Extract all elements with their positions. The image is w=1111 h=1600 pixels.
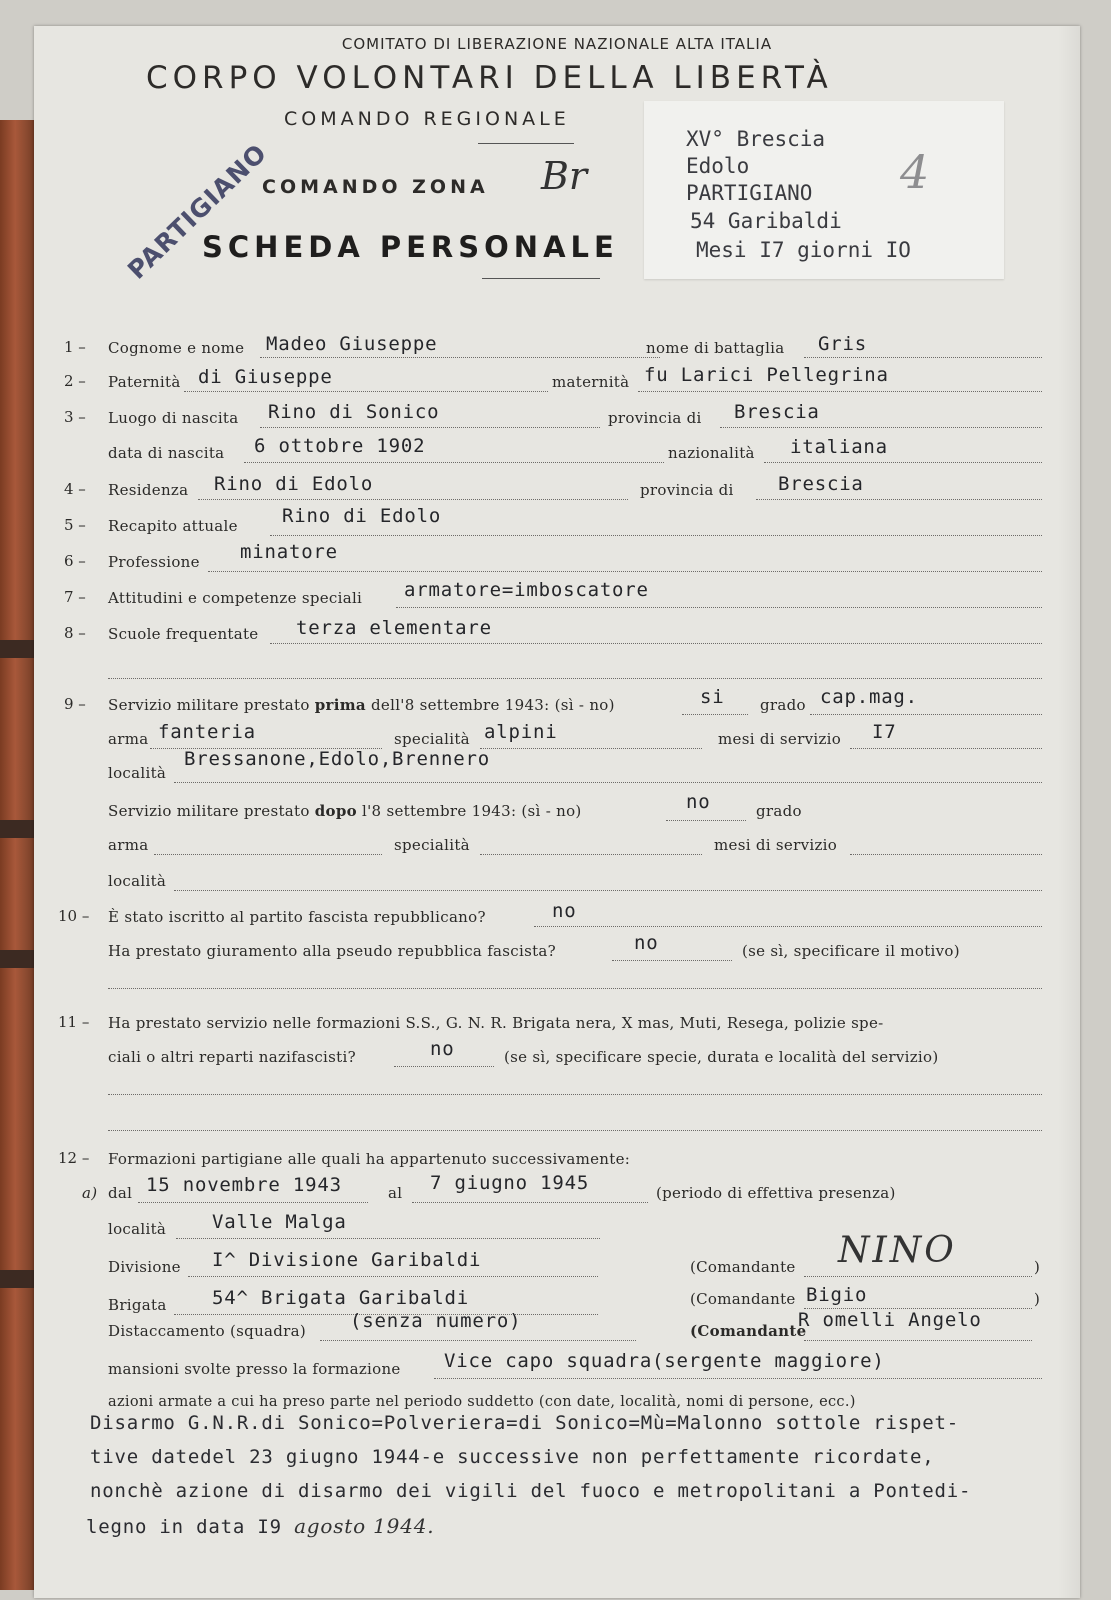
field-1-number: 1 – [64, 338, 86, 356]
service-after-value: no [686, 791, 711, 813]
division-line [188, 1276, 598, 1277]
nationality-value: italiana [790, 436, 888, 458]
birth-date-line [244, 462, 664, 463]
field-1-line [260, 357, 660, 358]
oath-question: Ha prestato giuramento alla pseudo repubblica fascista? [108, 942, 557, 960]
fascist-party-line [534, 926, 1042, 927]
field-3-label: Luogo di nascita [108, 409, 239, 427]
nazifascist-answer: no [430, 1038, 455, 1060]
brigade-label: Brigata [108, 1296, 167, 1314]
field-3-label-2: provincia di [608, 409, 702, 427]
armed-actions-label: azioni armate a cui ha preso parte nel periodo suddetto (con date, località, nomi di persone, ecc.) [108, 1394, 856, 1410]
service-before-bold: prima [314, 696, 366, 714]
field-10-number: 10 – [58, 907, 90, 925]
rank-label: grado [760, 696, 806, 714]
division-commander-value: NINO [838, 1230, 957, 1271]
service-before-label-a: Servizio militare prestato [108, 696, 310, 714]
service-locality-value: Bressanone,Edolo,Brennero [184, 748, 490, 770]
from-line [138, 1202, 368, 1203]
rank-line [810, 714, 1042, 715]
service-after-label-b: l'8 settembre 1943: (sì - no) [362, 802, 582, 820]
service-after-bold: dopo [314, 802, 357, 820]
field-6-number: 6 – [64, 552, 86, 570]
spine-band [0, 640, 38, 658]
brigade-commander-close: ) [1034, 1290, 1041, 1308]
service-before-value: si [700, 686, 725, 708]
binder-spine [0, 120, 38, 1590]
field-2-value: di Giuseppe [198, 366, 333, 388]
field-2-number: 2 – [64, 372, 86, 390]
field-3-line-2 [720, 427, 1042, 428]
to-line [412, 1202, 648, 1203]
partisan-formations-title: Formazioni partigiane alle quali ha appartenuto successivamente: [108, 1150, 631, 1168]
field-5-number: 5 – [64, 516, 86, 534]
field-9-number: 9 – [64, 695, 86, 713]
formation-a-marker: a) [82, 1184, 98, 1202]
spine-band [0, 1270, 38, 1288]
duties-line [434, 1378, 1042, 1379]
field-11-number: 11 – [58, 1013, 90, 1031]
field-12-number: 12 – [58, 1149, 90, 1167]
detachment-commander-value: R omelli Angelo [798, 1309, 982, 1331]
nazifascist-answer-line [394, 1066, 494, 1067]
field-5-line [270, 535, 1042, 536]
field-4-line-2 [756, 499, 1042, 500]
sticker-line-1: XV° Brescia [686, 127, 826, 151]
armed-actions-line-4 [86, 1514, 434, 1538]
nazifascist-question-line-2: ciali o altri reparti nazifascisti? [108, 1048, 356, 1066]
sticker-line-4: 54 Garibaldi [690, 209, 842, 233]
service-locality-line [174, 782, 1042, 783]
after-arm-label: arma [108, 836, 149, 854]
oath-line [612, 960, 732, 961]
birth-date-value: 6 ottobre 1902 [254, 435, 426, 457]
field-8-number: 8 – [64, 624, 86, 642]
arm-value: fanteria [158, 721, 256, 743]
field-4-line [198, 499, 628, 500]
field-4-label-2: provincia di [640, 481, 734, 499]
detachment-label: Distaccamento (squadra) [108, 1322, 307, 1340]
sticker-handwritten-mark: 4 [900, 145, 930, 199]
field-3-value-2: Brescia [734, 401, 820, 423]
sticker-line-3: PARTIGIANO [686, 181, 813, 205]
field-3-value: Rino di Sonico [268, 401, 440, 423]
field-6-value: minatore [240, 541, 338, 563]
from-value: 15 novembre 1943 [146, 1174, 342, 1196]
field-5-label: Recapito attuale [108, 517, 238, 535]
division-label: Divisione [108, 1258, 181, 1276]
field-6-line [208, 571, 1042, 572]
duties-value: Vice capo squadra(sergente maggiore) [444, 1350, 885, 1372]
detachment-value: (senza numero) [350, 1310, 522, 1332]
service-after-line [666, 820, 746, 821]
field-2-label-2: maternità [552, 373, 630, 391]
field-7-value: armatore=imboscatore [404, 579, 649, 601]
field-7-line [396, 607, 1042, 608]
service-before-label [108, 696, 615, 714]
nationality-line [764, 462, 1042, 463]
title-underline [482, 278, 600, 279]
from-label: dal [108, 1184, 133, 1202]
after-months-label: mesi di servizio [714, 836, 838, 854]
field-1-line-2 [804, 357, 1042, 358]
field-11-extra-line [108, 1094, 1042, 1095]
archive-label-sticker [644, 101, 1004, 279]
to-label: al [388, 1184, 403, 1202]
partigiano-stamp: PARTIGIANO [122, 138, 273, 285]
after-months-line [850, 854, 1042, 855]
service-months-label: mesi di servizio [718, 730, 842, 748]
field-6-label: Professione [108, 553, 200, 571]
spine-band [0, 820, 38, 838]
service-locality-label: località [108, 764, 167, 782]
brigade-commander-label: (Comandante [690, 1290, 796, 1308]
birth-date-label: data di nascita [108, 444, 225, 462]
nationality-label: nazionalità [668, 444, 755, 462]
duties-label: mansioni svolte presso la formazione [108, 1360, 401, 1378]
field-1-value: Madeo Giuseppe [266, 333, 438, 355]
field-8-value: terza elementare [296, 617, 492, 639]
service-after-label-a: Servizio militare prestato [108, 802, 310, 820]
service-before-line [682, 714, 748, 715]
formation-locality-label: località [108, 1220, 167, 1238]
spine-band [0, 950, 38, 968]
detachment-line [320, 1340, 636, 1341]
field-2-line-2 [638, 391, 1042, 392]
detachment-commander-label: (Comandante [690, 1322, 807, 1340]
field-3-number: 3 – [64, 408, 86, 426]
field-1-label-2: nome di battaglia [646, 339, 785, 357]
armed-actions-line-3: nonchè azione di disarmo dei vigili del fuoco e metropolitani a Pontedi- [90, 1480, 972, 1502]
nazifascist-question-line-1: Ha prestato servizio nelle formazioni S.S., G. N. R. Brigata nera, X mas, Muti, Resega, polizie spe- [108, 1014, 884, 1032]
armed-actions-line-4a: legno in data I9 [86, 1516, 282, 1538]
header-divider [478, 143, 574, 144]
armed-actions-line-2: tive datedel 23 giugno 1944-e successive non perfettamente ricordate, [90, 1446, 935, 1468]
field-10-extra-line [108, 988, 1042, 989]
field-4-value-2: Brescia [778, 473, 864, 495]
field-7-number: 7 – [64, 588, 86, 606]
detachment-commander-line [804, 1340, 1032, 1341]
service-before-label-b: dell'8 settembre 1943: (sì - no) [371, 696, 615, 714]
field-2-label: Paternità [108, 373, 181, 391]
specialty-line [480, 748, 702, 749]
rank-value: cap.mag. [820, 686, 918, 708]
division-value: I^ Divisione Garibaldi [212, 1249, 482, 1271]
nazifascist-note: (se sì, specificare specie, durata e località del servizio) [504, 1048, 939, 1066]
brigade-value: 54^ Brigata Garibaldi [212, 1287, 470, 1309]
after-specialty-line [480, 854, 702, 855]
sticker-line-2: Edolo [686, 154, 750, 178]
period-note: (periodo di effettiva presenza) [656, 1184, 896, 1202]
service-after-label [108, 802, 582, 820]
service-months-line [850, 748, 1042, 749]
after-specialty-label: specialità [394, 836, 470, 854]
specialty-label: specialità [394, 730, 470, 748]
field-1-value-2: Gris [818, 333, 867, 355]
field-4-label: Residenza [108, 481, 189, 499]
field-4-value: Rino di Edolo [214, 473, 374, 495]
form-sheet [34, 26, 1080, 1598]
division-commander-close: ) [1034, 1258, 1041, 1276]
to-value: 7 giugno 1945 [430, 1172, 590, 1194]
field-3-line [260, 427, 600, 428]
after-arm-line [154, 854, 382, 855]
field-5-value: Rino di Edolo [282, 505, 442, 527]
sticker-line-5: Mesi I7 giorni IO [696, 238, 911, 262]
field-8-line [270, 643, 1042, 644]
zone-command-value: Br [541, 154, 588, 198]
after-locality-line [174, 890, 1042, 891]
field-2-value-2: fu Larici Pellegrina [644, 364, 889, 386]
after-rank-label: grado [756, 802, 802, 820]
corps-heading: CORPO VOLONTARI DELLA LIBERTÀ [146, 60, 833, 96]
zone-command-label: COMANDO ZONA [262, 176, 489, 198]
field-8-label: Scuole frequentate [108, 625, 259, 643]
fascist-party-question: È stato iscritto al partito fascista repubblicano? [108, 908, 486, 926]
field-2-line [184, 391, 548, 392]
regional-command-heading: COMANDO REGIONALE [284, 108, 570, 130]
specialty-value: alpini [484, 721, 558, 743]
field-8-extra-line [108, 678, 1042, 679]
armed-actions-handwritten-date: agosto 1944. [294, 1514, 435, 1538]
service-months-value: I7 [872, 721, 897, 743]
oath-note: (se sì, specificare il motivo) [742, 942, 960, 960]
armed-actions-line-1: Disarmo G.N.R.di Sonico=Polveriera=di Sonico=Mù=Malonno sottole rispet- [90, 1412, 959, 1434]
field-7-label: Attitudini e competenze speciali [108, 589, 363, 607]
division-commander-line [804, 1276, 1032, 1277]
division-commander-label: (Comandante [690, 1258, 796, 1276]
oath-answer: no [634, 932, 659, 954]
sheet-edge-shadow [1058, 26, 1080, 1598]
form-title: SCHEDA PERSONALE [202, 230, 619, 264]
field-4-number: 4 – [64, 480, 86, 498]
brigade-commander-value: Bigio [806, 1284, 868, 1306]
field-11-extra-line-2 [108, 1130, 1042, 1131]
formation-locality-value: Valle Malga [212, 1211, 347, 1233]
fascist-party-answer: no [552, 900, 577, 922]
committee-heading: COMITATO DI LIBERAZIONE NAZIONALE ALTA ITALIA [341, 35, 773, 53]
after-locality-label: località [108, 872, 167, 890]
arm-label: arma [108, 730, 149, 748]
formation-locality-line [176, 1238, 600, 1239]
field-1-label: Cognome e nome [108, 339, 245, 357]
